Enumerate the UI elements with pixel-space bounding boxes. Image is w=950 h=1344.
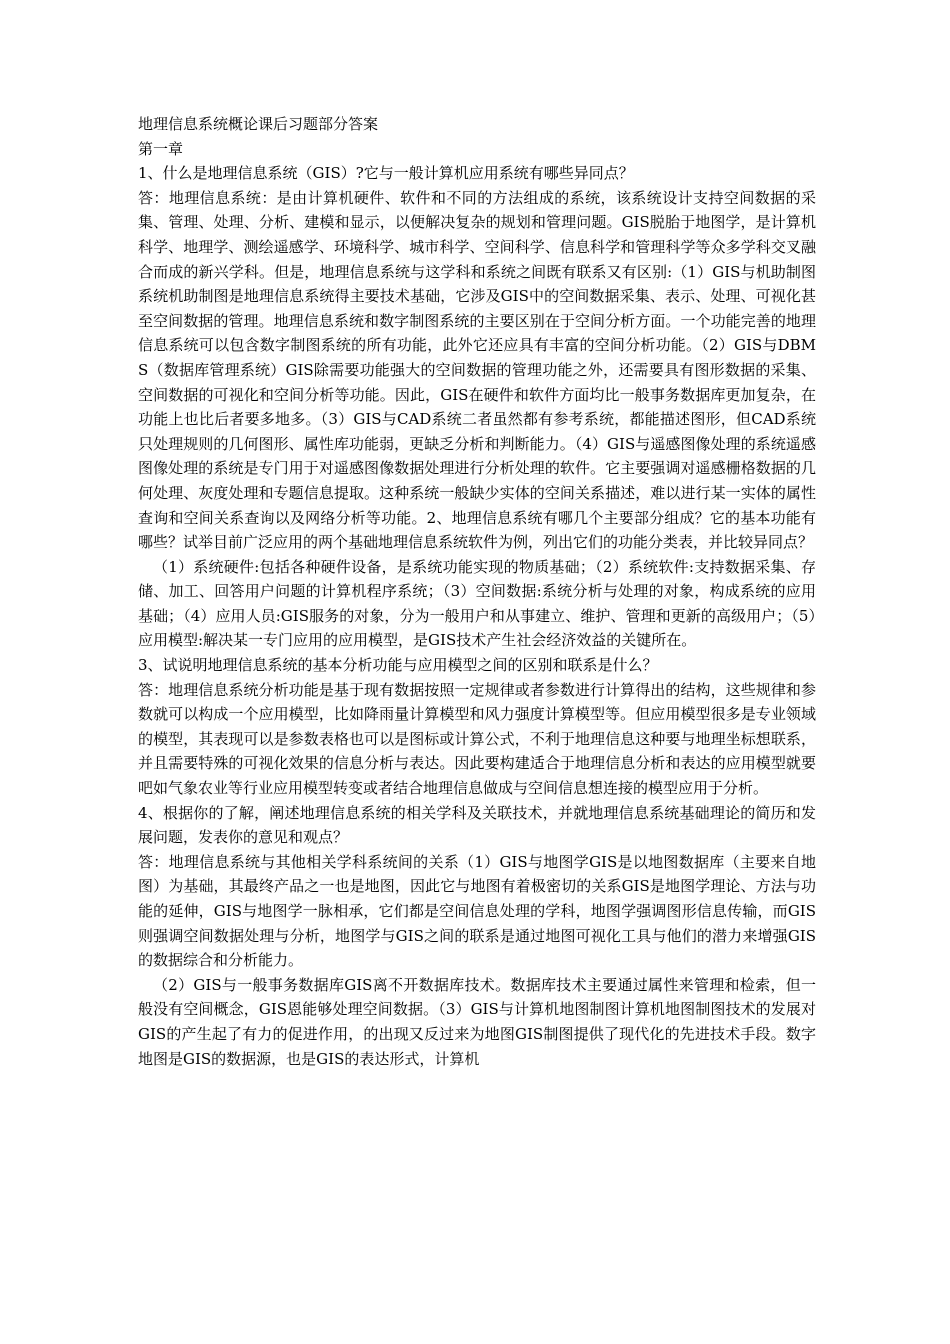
answer-4-part-1: 答：地理信息系统与其他相关学科系统间的关系（1）GIS与地图学GIS是以地图数据库（主要来自地图）为基础，其最终产品之一也是地图，因此它与地图有着极密切的关系GIS是地图学理论、方法与功能的延伸，GIS与地图学一脉相承，它们都是空间信息处理的学科，地图学强调图形信息传输，而GIS则强调空间数据处理与分析，地图学与GIS之间的联系是通过地图可视化工具与他们的潜力来增强GIS的数据综合和分析能力。 xyxy=(138,852,816,970)
document-body xyxy=(138,112,816,1071)
answer-4-part-2: （2）GIS与一般事务数据库GIS离不开数据库技术。数据库技术主要通过属性来管理和检索，但一般没有空间概念，GIS恩能够处理空间数据。（3）GIS与计算机地图制图计算机地图制图技术的发展对GIS的产生起了有力的促进作用，的出现又反过来为地图GIS制图提供了现代化的先进技术手段。数字地图是GIS的数据源，也是GIS的表达形式，计算机 xyxy=(138,975,816,1068)
question-3: 3、试说明地理信息系统的基本分析功能与应用模型之间的区别和联系是什么？ xyxy=(138,656,658,675)
answer-2: （1）系统硬件:包括各种硬件设备，是系统功能实现的物质基础；（2）系统软件:支持数据采集、存储、加工、回答用户问题的计算机程序系统；（3）空间数据:系统分析与处理的对象，构成系统的应用基础；（4）应用人员:GIS服务的对象，分为一般用户和从事建立、维护、管理和更新的高级用户；（5）应用模型:解决某一专门应用的应用模型，是GIS技术产生社会经济效益的关键所在。 xyxy=(138,557,816,650)
question-1: 1、什么是地理信息系统（GIS）?它与一般计算机应用系统有哪些异同点？ xyxy=(138,164,634,183)
answer-1: 答：地理信息系统：是由计算机硬件、软件和不同的方法组成的系统，该系统设计支持空间数据的采集、管理、处理、分析、建模和显示，以便解决复杂的规划和管理问题。GIS脱胎于地图学，是计算机科学、地理学、测绘遥感学、环境科学、城市科学、空间科学、信息科学和管理科学等众多学科交叉融合而成的新兴学科。但是，地理信息系统与这学科和系统之间既有联系又有区别:（1）GIS与机助制图系统机助制图是地理信息系统得主要技术基础，它涉及GIS中的空间数据采集、表示、处理、可视化甚至空间数据的管理。地理信息系统和数字制图系统的主要区别在于空间分析方面。一个功能完善的地理信息系统可以包含数字制图系统的所有功能，此外它还应具有丰富的空间分析功能。（2）GIS与DBMS（数据库管理系统）GIS除需要功能强大的空间数据的管理功能之外，还需要具有图形数据的采集、空间数据的可视化和空间分析等功能。因此，GIS在硬件和软件方面均比一般事务数据库更加复杂，在功能上也比后者要多地多。（3）GIS与CAD系统二者虽然都有参考系统，都能描述图形，但CAD系统只处理规则的几何图形、属性库功能弱，更缺乏分析和判断能力。（4）GIS与遥感图像处理的系统遥感图像处理的系统是专门用于对遥感图像数据处理进行分析处理的软件。它主要强调对遥感栅格数据的几何处理、灰度处理和专题信息提取。这种系统一般缺少实体的空间关系描述，难以进行某一实体的属性查询和空间关系查询以及网络分析等功能。2、地理信息系统有哪几个主要部分组成？它的基本功能有哪些？试举目前广泛应用的两个基础地理信息系统软件为例，列出它们的功能分类表，并比较异同点？ xyxy=(138,188,816,552)
chapter-heading: 第一章 xyxy=(138,139,184,158)
question-4: 4、根据你的了解，阐述地理信息系统的相关学科及关联技术，并就地理信息系统基础理论的简历和发展问题，发表你的意见和观点？ xyxy=(138,803,816,847)
answer-3: 答：地理信息系统分析功能是基于现有数据按照一定规律或者参数进行计算得出的结构，这些规律和参数就可以构成一个应用模型，比如降雨量计算模型和风力强度计算模型等。但应用模型很多是专业领域的模型，其表现可以是参数表格也可以是图标或计算公式，不利于地理信息这种要与地理坐标想联系，并且需要特殊的可视化效果的信息分析与表达。因此要构建适合于地理信息分析和表达的应用模型就要吧如气象农业等行业应用模型转变或者结合地理信息做成与空间信息想连接的模型应用于分析。 xyxy=(138,680,816,798)
document-title: 地理信息系统概论课后习题部分答案 xyxy=(138,115,379,133)
